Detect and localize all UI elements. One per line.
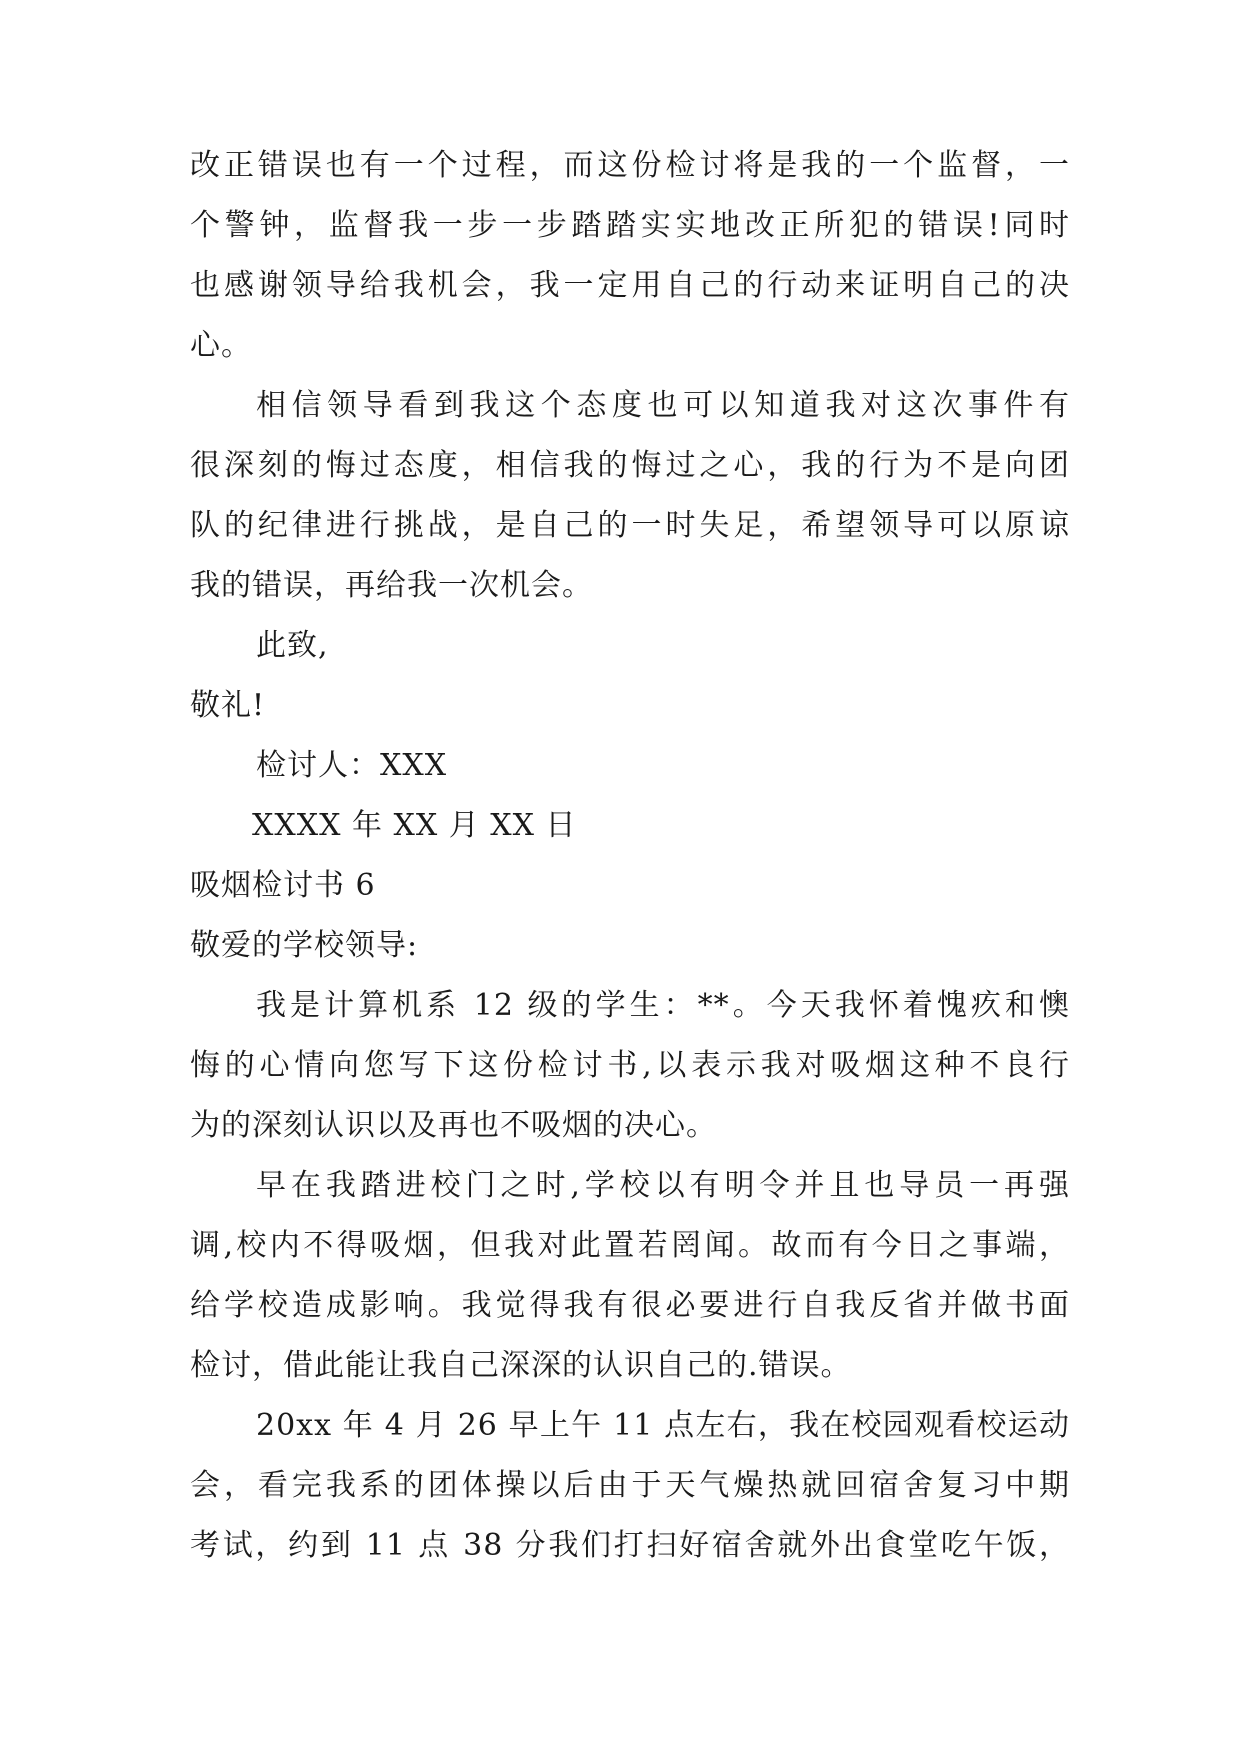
text-line: 20xx 年 4 月 26 早上午 11 点左右，我在校园观看校运动 [256,1408,1070,1443]
text-line: 调,校内不得吸烟，但我对此置若罔闻。故而有今日之事端， [190,1228,1070,1263]
greeting: 敬爱的学校领导: [190,928,419,963]
text-line: 检讨，借此能让我自己深深的认识自己的.错误。 [190,1348,852,1383]
text-line: 考试，约到 11 点 38 分我们打扫好宿舍就外出食堂吃午饭， [190,1528,1070,1563]
text-line: 会，看完我系的团体操以后由于天气燥热就回宿舍复习中期 [190,1468,1070,1503]
closing-respect: 敬礼! [190,688,266,723]
closing-salutation: 此致, [256,628,329,663]
text-line: 心。 [190,328,252,363]
text-line: 相信领导看到我这个态度也可以知道我对这次事件有 [256,388,1070,423]
text-line: 很深刻的悔过态度，相信我的悔过之心，我的行为不是向团 [190,448,1070,483]
text-line: 我是计算机系 12 级的学生：**。今天我怀着愧疚和懊 [256,988,1070,1023]
text-line: 我的错误，再给我一次机会。 [190,568,593,603]
text-line: 个警钟，监督我一步一步踏踏实实地改正所犯的错误!同时 [190,208,1070,243]
text-line: 改正错误也有一个过程，而这份检讨将是我的一个监督，一 [190,148,1070,183]
text-line: 早在我踏进校门之时,学校以有明令并且也导员一再强 [256,1168,1070,1203]
signature-line: 检讨人：XXX [256,748,448,783]
section-title: 吸烟检讨书 6 [190,868,376,903]
text-line: 给学校造成影响。我觉得我有很必要进行自我反省并做书面 [190,1288,1070,1323]
text-line: 也感谢领导给我机会，我一定用自己的行动来证明自己的决 [190,268,1070,303]
date-line: XXXX 年 XX 月 XX 日 [252,808,577,843]
text-line: 为的深刻认识以及再也不吸烟的决心。 [190,1108,717,1143]
text-line: 悔的心情向您写下这份检讨书,以表示我对吸烟这种不良行 [190,1048,1070,1083]
text-line: 队的纪律进行挑战，是自己的一时失足，希望领导可以原谅 [190,508,1070,543]
